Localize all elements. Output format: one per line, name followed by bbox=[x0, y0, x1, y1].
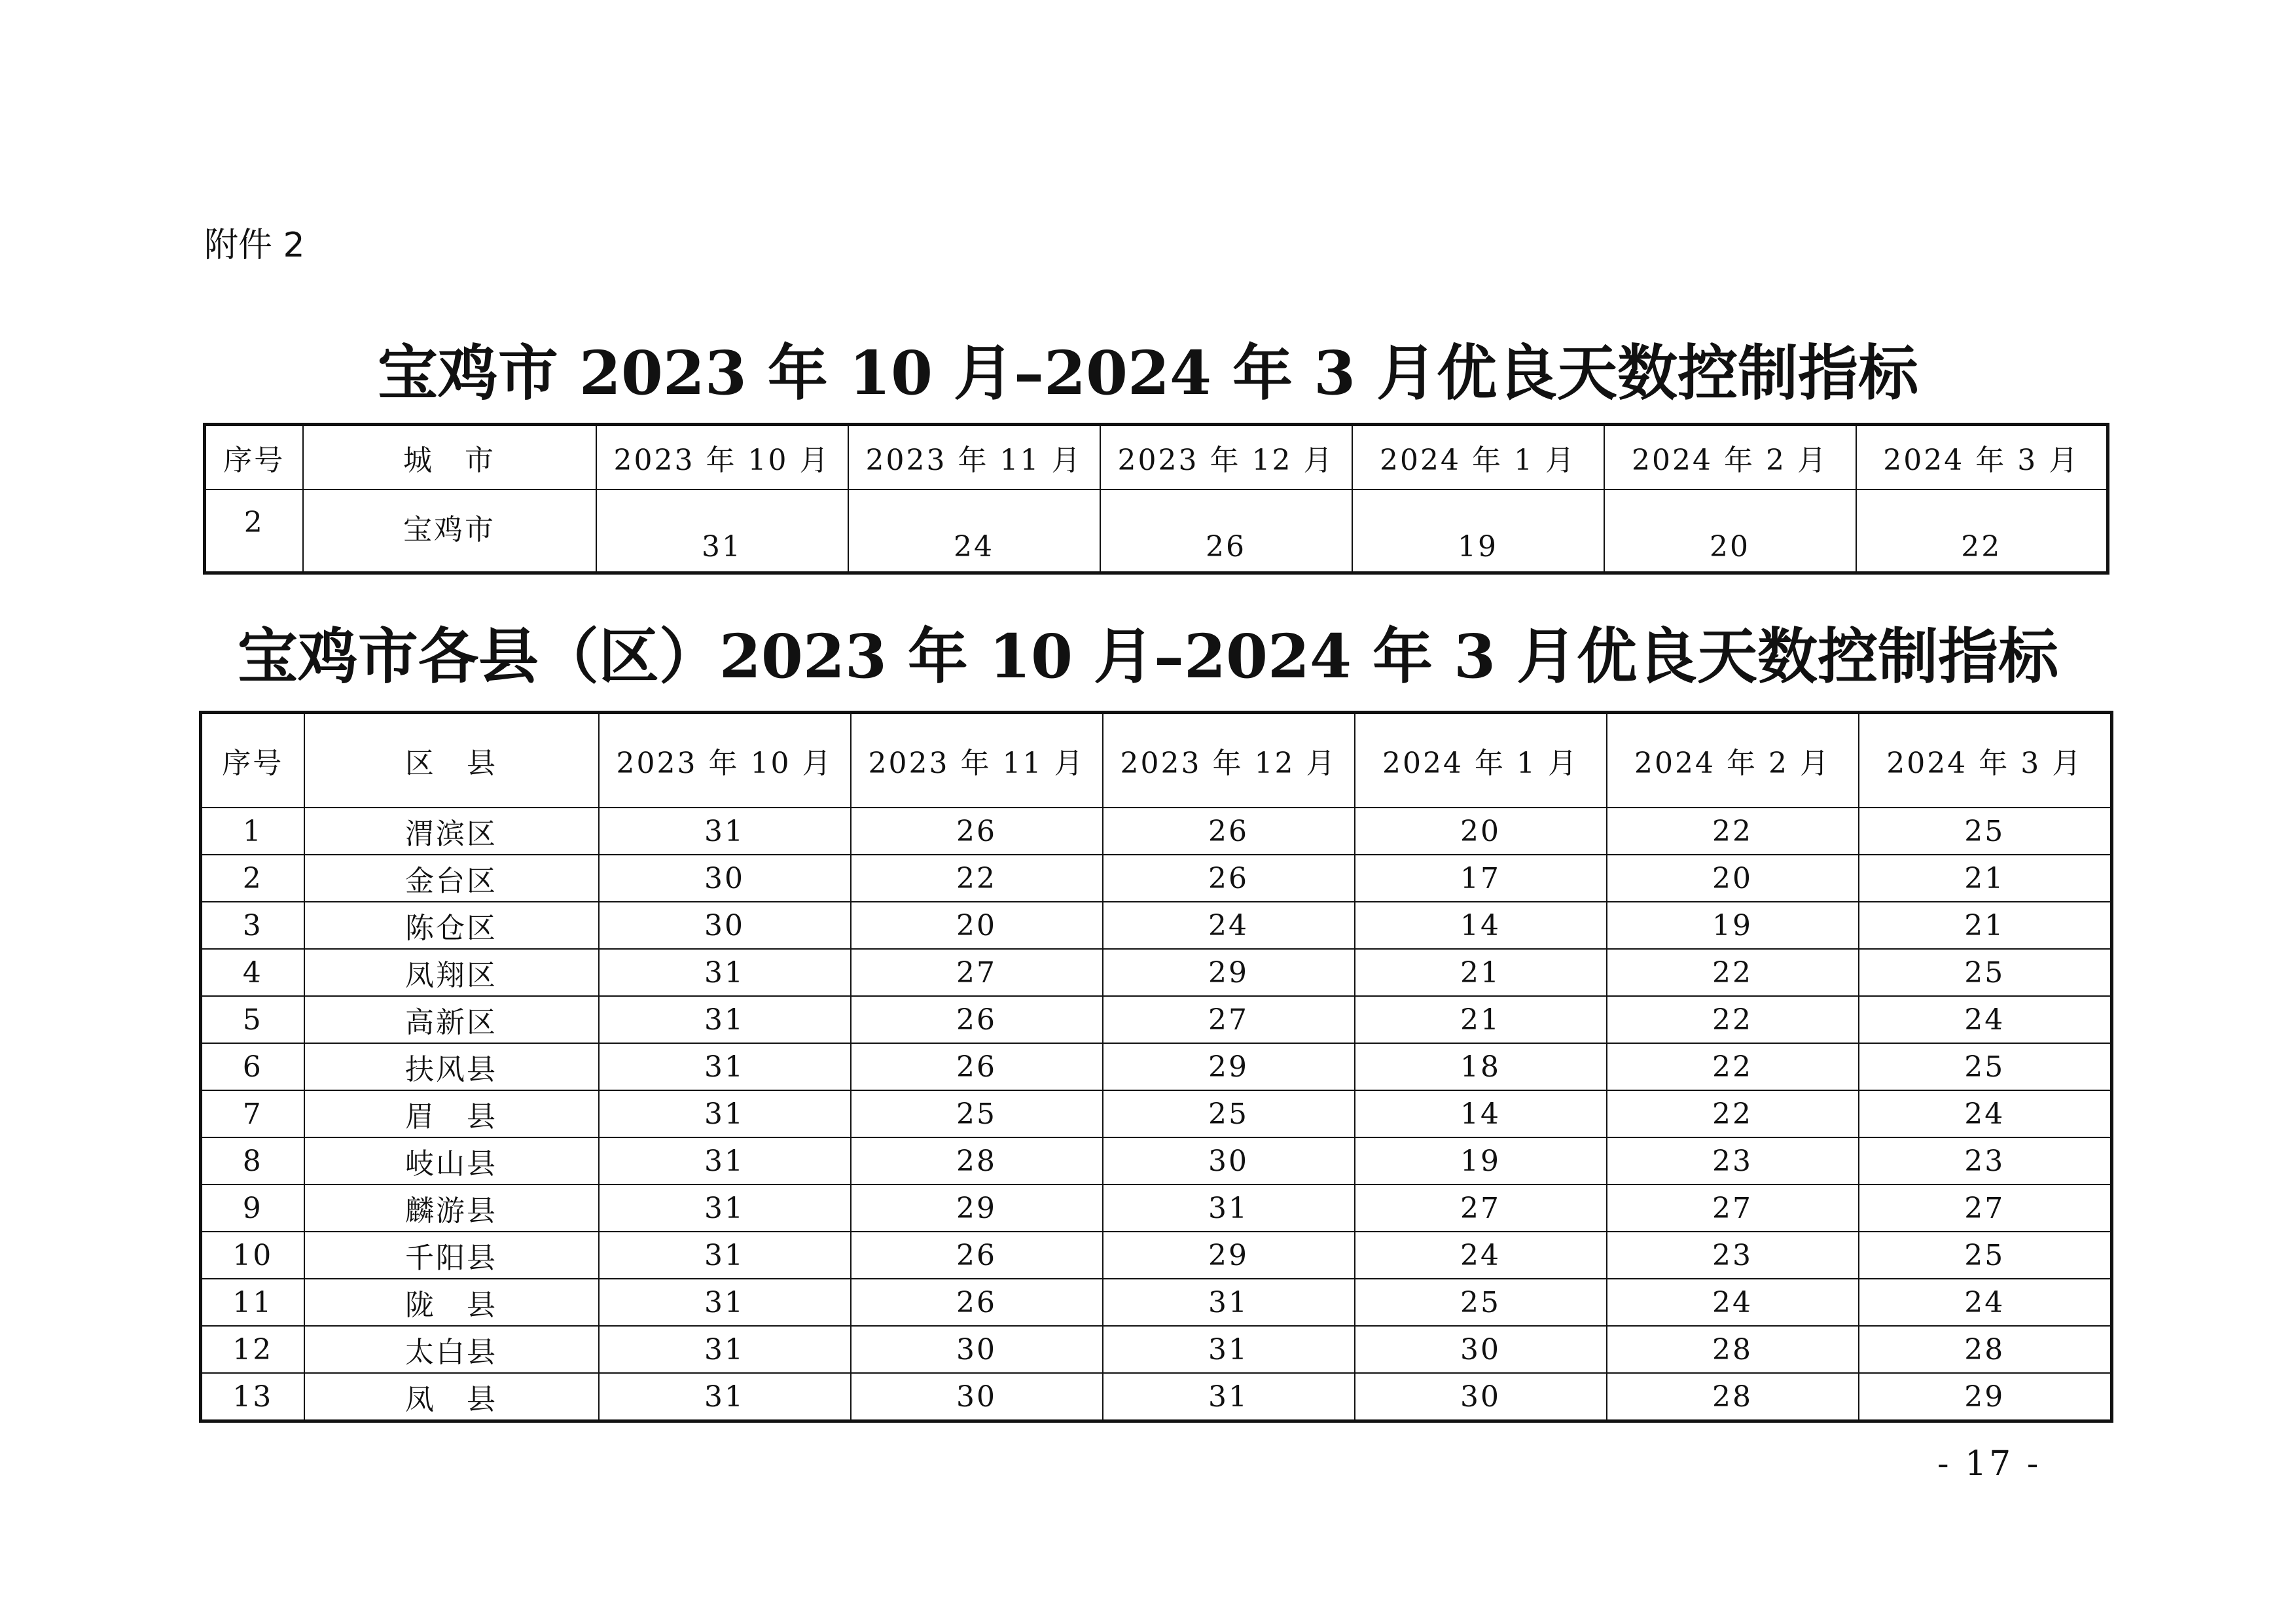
row-value: 24 bbox=[848, 490, 1100, 573]
row-value: 27 bbox=[1859, 1185, 2112, 1232]
row-value: 19 bbox=[1355, 1137, 1607, 1185]
row-value: 30 bbox=[1355, 1373, 1607, 1421]
table-row bbox=[201, 996, 2112, 1043]
row-value: 24 bbox=[1859, 1090, 2112, 1137]
row-value: 25 bbox=[1859, 1043, 2112, 1090]
row-value: 24 bbox=[1103, 902, 1355, 949]
column-header-county: 区 县 bbox=[304, 713, 599, 808]
row-value: 24 bbox=[1859, 1279, 2112, 1326]
row-value: 30 bbox=[1355, 1326, 1607, 1373]
row-value: 23 bbox=[1859, 1137, 2112, 1185]
row-index: 4 bbox=[201, 949, 304, 996]
row-value: 26 bbox=[1103, 808, 1355, 855]
row-name: 金台区 bbox=[304, 855, 599, 902]
row-name: 眉 县 bbox=[304, 1090, 599, 1137]
row-value: 20 bbox=[851, 902, 1103, 949]
row-value: 30 bbox=[599, 902, 851, 949]
row-value: 27 bbox=[851, 949, 1103, 996]
column-header-2023-12: 2023 年 12 月 bbox=[1103, 713, 1355, 808]
column-header-index: 序号 bbox=[205, 425, 303, 490]
row-value: 28 bbox=[1607, 1326, 1859, 1373]
row-name: 扶风县 bbox=[304, 1043, 599, 1090]
county-table bbox=[199, 711, 2113, 1423]
city-table bbox=[203, 423, 2109, 575]
row-value: 31 bbox=[599, 1090, 851, 1137]
city-table-header-row bbox=[205, 425, 2108, 490]
row-value: 20 bbox=[1607, 855, 1859, 902]
row-value: 18 bbox=[1355, 1043, 1607, 1090]
row-value: 29 bbox=[1103, 1232, 1355, 1279]
row-name: 岐山县 bbox=[304, 1137, 599, 1185]
row-value: 28 bbox=[1607, 1373, 1859, 1421]
column-header-2023-10: 2023 年 10 月 bbox=[596, 425, 848, 490]
city-table-title: 宝鸡市 2023 年 10 月–2024 年 3 月优良天数控制指标 bbox=[377, 338, 1919, 408]
row-name: 凤 县 bbox=[304, 1373, 599, 1421]
row-value: 25 bbox=[1859, 949, 2112, 996]
table-row bbox=[205, 490, 2108, 573]
row-index: 2 bbox=[205, 490, 303, 573]
row-value: 23 bbox=[1607, 1232, 1859, 1279]
row-value: 27 bbox=[1103, 996, 1355, 1043]
row-value: 24 bbox=[1859, 996, 2112, 1043]
row-value: 31 bbox=[599, 808, 851, 855]
row-value: 24 bbox=[1607, 1279, 1859, 1326]
row-index: 10 bbox=[201, 1232, 304, 1279]
row-name: 太白县 bbox=[304, 1326, 599, 1373]
row-value: 22 bbox=[1607, 996, 1859, 1043]
column-header-2024-03: 2024 年 3 月 bbox=[1856, 425, 2108, 490]
row-index: 7 bbox=[201, 1090, 304, 1137]
row-index: 6 bbox=[201, 1043, 304, 1090]
row-name: 凤翔区 bbox=[304, 949, 599, 996]
row-index: 5 bbox=[201, 996, 304, 1043]
row-value: 25 bbox=[1355, 1279, 1607, 1326]
row-value: 31 bbox=[1103, 1279, 1355, 1326]
row-value: 29 bbox=[851, 1185, 1103, 1232]
row-value: 27 bbox=[1355, 1185, 1607, 1232]
column-header-index: 序号 bbox=[201, 713, 304, 808]
row-value: 26 bbox=[851, 1043, 1103, 1090]
row-name: 麟游县 bbox=[304, 1185, 599, 1232]
table-row bbox=[201, 855, 2112, 902]
table-row bbox=[201, 808, 2112, 855]
row-value: 14 bbox=[1355, 902, 1607, 949]
column-header-2023-11: 2023 年 11 月 bbox=[851, 713, 1103, 808]
table-row bbox=[201, 1090, 2112, 1137]
row-name: 千阳县 bbox=[304, 1232, 599, 1279]
row-value: 27 bbox=[1607, 1185, 1859, 1232]
row-index: 12 bbox=[201, 1326, 304, 1373]
row-value: 30 bbox=[599, 855, 851, 902]
row-index: 13 bbox=[201, 1373, 304, 1421]
row-index: 1 bbox=[201, 808, 304, 855]
row-value: 25 bbox=[851, 1090, 1103, 1137]
table-row bbox=[201, 1185, 2112, 1232]
row-name: 渭滨区 bbox=[304, 808, 599, 855]
row-value: 31 bbox=[1103, 1185, 1355, 1232]
column-header-2024-02: 2024 年 2 月 bbox=[1604, 425, 1856, 490]
row-value: 25 bbox=[1859, 1232, 2112, 1279]
row-value: 26 bbox=[851, 996, 1103, 1043]
column-header-2023-11: 2023 年 11 月 bbox=[848, 425, 1100, 490]
row-value: 19 bbox=[1352, 490, 1604, 573]
page-number: - 17 - bbox=[1937, 1444, 2041, 1484]
row-value: 20 bbox=[1604, 490, 1856, 573]
row-name: 宝鸡市 bbox=[303, 490, 596, 573]
row-value: 31 bbox=[599, 996, 851, 1043]
row-value: 22 bbox=[1607, 808, 1859, 855]
county-table-title: 宝鸡市各县（区）2023 年 10 月–2024 年 3 月优良天数控制指标 bbox=[237, 621, 2059, 692]
row-value: 31 bbox=[599, 949, 851, 996]
row-value: 31 bbox=[596, 490, 848, 573]
row-value: 31 bbox=[599, 1279, 851, 1326]
row-value: 20 bbox=[1355, 808, 1607, 855]
row-value: 29 bbox=[1103, 949, 1355, 996]
row-value: 23 bbox=[1607, 1137, 1859, 1185]
column-header-2024-02: 2024 年 2 月 bbox=[1607, 713, 1859, 808]
row-value: 31 bbox=[1103, 1326, 1355, 1373]
row-value: 22 bbox=[1607, 949, 1859, 996]
row-value: 31 bbox=[1103, 1373, 1355, 1421]
row-value: 26 bbox=[851, 808, 1103, 855]
row-value: 30 bbox=[851, 1326, 1103, 1373]
row-value: 31 bbox=[599, 1373, 851, 1421]
county-table-header-row bbox=[201, 713, 2112, 808]
row-value: 17 bbox=[1355, 855, 1607, 902]
column-header-2023-10: 2023 年 10 月 bbox=[599, 713, 851, 808]
row-value: 21 bbox=[1355, 949, 1607, 996]
table-row bbox=[201, 1043, 2112, 1090]
row-value: 21 bbox=[1859, 855, 2112, 902]
row-value: 22 bbox=[1856, 490, 2108, 573]
row-value: 21 bbox=[1355, 996, 1607, 1043]
row-value: 29 bbox=[1859, 1373, 2112, 1421]
row-index: 11 bbox=[201, 1279, 304, 1326]
row-value: 30 bbox=[851, 1373, 1103, 1421]
row-value: 31 bbox=[599, 1326, 851, 1373]
table-row bbox=[201, 1326, 2112, 1373]
row-value: 25 bbox=[1103, 1090, 1355, 1137]
column-header-city: 城 市 bbox=[303, 425, 596, 490]
column-header-2024-01: 2024 年 1 月 bbox=[1355, 713, 1607, 808]
row-value: 26 bbox=[1103, 855, 1355, 902]
row-value: 22 bbox=[1607, 1043, 1859, 1090]
table-row bbox=[201, 902, 2112, 949]
column-header-2024-01: 2024 年 1 月 bbox=[1352, 425, 1604, 490]
column-header-2023-12: 2023 年 12 月 bbox=[1100, 425, 1352, 490]
table-row bbox=[201, 1279, 2112, 1326]
row-value: 31 bbox=[599, 1137, 851, 1185]
table-row bbox=[201, 1137, 2112, 1185]
row-value: 31 bbox=[599, 1232, 851, 1279]
row-value: 22 bbox=[851, 855, 1103, 902]
row-value: 26 bbox=[1100, 490, 1352, 573]
row-value: 25 bbox=[1859, 808, 2112, 855]
row-value: 19 bbox=[1607, 902, 1859, 949]
row-value: 26 bbox=[851, 1232, 1103, 1279]
row-value: 21 bbox=[1859, 902, 2112, 949]
row-name: 陈仓区 bbox=[304, 902, 599, 949]
table-row bbox=[201, 1373, 2112, 1421]
row-index: 2 bbox=[201, 855, 304, 902]
row-value: 14 bbox=[1355, 1090, 1607, 1137]
row-value: 30 bbox=[1103, 1137, 1355, 1185]
row-value: 22 bbox=[1607, 1090, 1859, 1137]
table-row bbox=[201, 1232, 2112, 1279]
row-index: 8 bbox=[201, 1137, 304, 1185]
row-value: 31 bbox=[599, 1185, 851, 1232]
table-row bbox=[201, 949, 2112, 996]
column-header-2024-03: 2024 年 3 月 bbox=[1859, 713, 2112, 808]
row-value: 28 bbox=[1859, 1326, 2112, 1373]
row-value: 31 bbox=[599, 1043, 851, 1090]
row-value: 26 bbox=[851, 1279, 1103, 1326]
row-value: 28 bbox=[851, 1137, 1103, 1185]
row-index: 9 bbox=[201, 1185, 304, 1232]
row-index: 3 bbox=[201, 902, 304, 949]
row-name: 高新区 bbox=[304, 996, 599, 1043]
row-name: 陇 县 bbox=[304, 1279, 599, 1326]
row-value: 29 bbox=[1103, 1043, 1355, 1090]
row-value: 24 bbox=[1355, 1232, 1607, 1279]
attachment-label: 附件 2 bbox=[204, 226, 305, 265]
